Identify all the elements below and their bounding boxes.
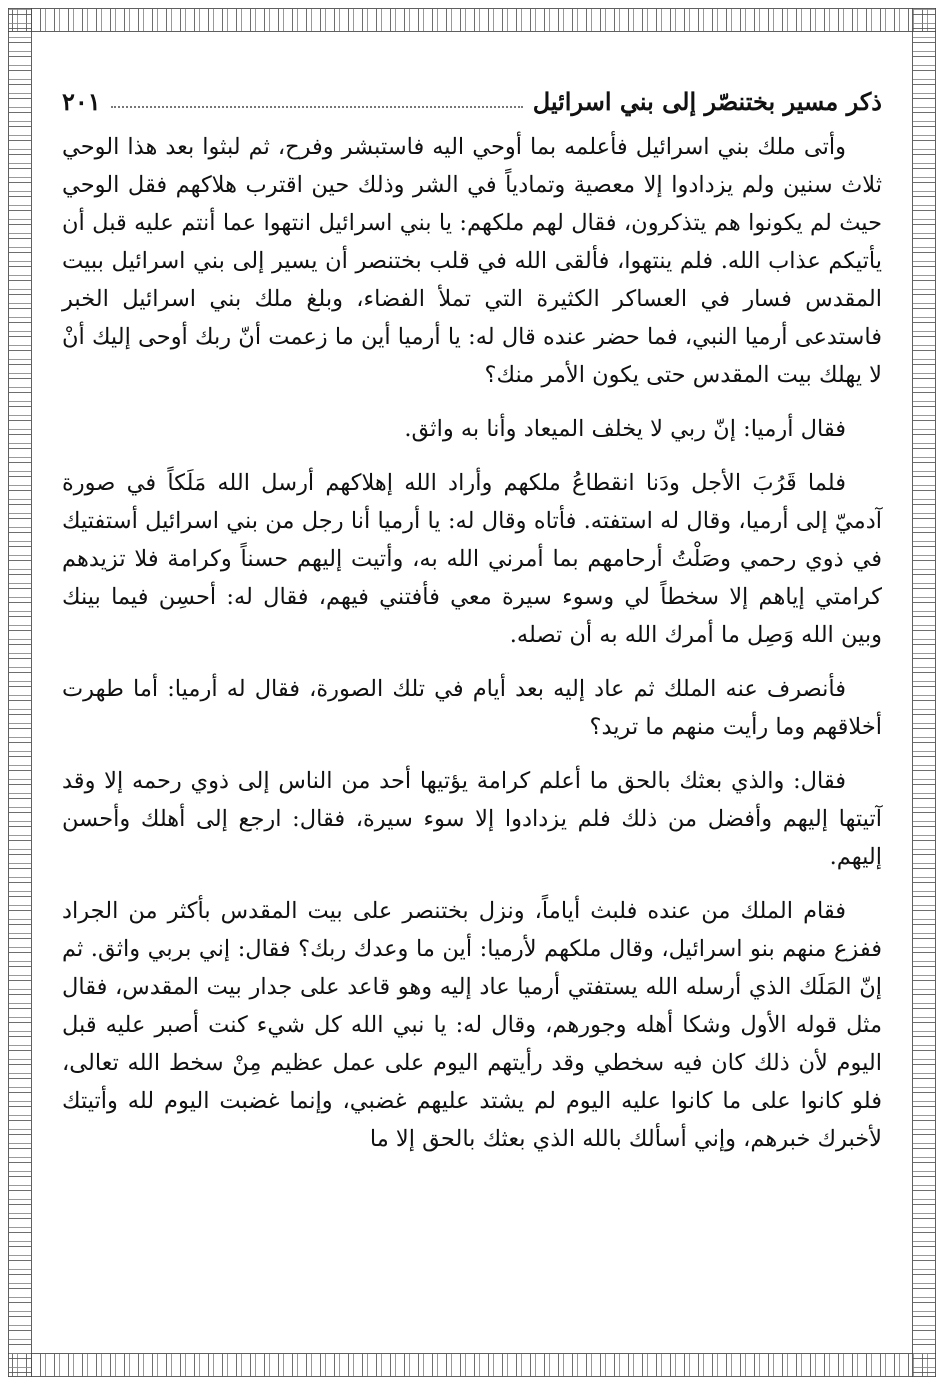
paragraph: وأتى ملك بني اسرائيل فأعلمه بما أوحي اليه فاستبشر وفرح، ثم لبثوا بعد هذا الوحي ثلاث سنين ولم يزدادوا إلا معصية وتمادياً في الشر وذلك حين اقترب هلاكهم فقل الوحي حيث لم يكونوا هم يتذكرون، فقال لهم ملكهم: يا بني اسرائيل انتهوا عما أنتم عليه قبل أن يأتيكم عذاب الله. فلم ينتهوا، فألقى الله في قلب بختنصر أن يسير إلى بني اسرائيل ببيت المقدس فسار في العساكر الكثيرة التي تملأ الفضاء، وبلغ ملك بني اسرائيل الخبر فاستدعى أرميا النبي، فما حضر عنده قال له: يا أرميا أين ما زعمت أنّ ربك أوحى إليك أنْ لا يهلك بيت المقدس حتى يكون الأمر منك؟	[62, 134, 882, 388]
running-title: ذكر مسير بختنصّر إلى بني اسرائيل	[532, 87, 882, 116]
ornamental-border-right	[912, 8, 936, 1377]
ornamental-border-top	[8, 8, 936, 32]
paragraph: فقال: والذي بعثك بالحق ما أعلم كرامة يؤتيها أحد من الناس إلى ذوي رحمه إلا وقد آتيتها إليهم وأفضل من ذلك فلم يزدادوا إلا سوء سيرة، فقال: ارجع إلى أهلك وأحسن إليهم.	[62, 768, 882, 870]
page-number: ٢٠١	[62, 87, 101, 116]
paragraph: فأنصرف عنه الملك ثم عاد إليه بعد أيام في تلك الصورة، فقال له أرميا: أما طهرت أخلاقهم وما رأيت منهم ما تريد؟	[62, 676, 882, 740]
paragraph: فقام الملك من عنده فلبث أياماً، ونزل بختنصر على بيت المقدس بأكثر من الجراد ففزع منهم بنو اسرائيل، وقال ملكهم لأرميا: أين ما وعدك ربك؟ فقال: إني بربي واثق. ثم إنّ المَلَك الذي أرسله الله يستفتي أرميا عاد إليه وهو قاعد على جدار بيت المقدس، فقال مثل قوله الأول وشكا أهله وجورهم، وقال له: يا نبي الله كل شيء كنت أصبر عليه قبل اليوم لأن ذلك كان فيه سخطي وقد رأيتهم اليوم على عمل عظيم مِنْ سخط الله تعالى، فلو كانوا على ما كانوا عليه اليوم لم يشتد عليهم غضبي، وإنما غضبت اليوم لله وأتيتك لأخبرك خبرهم، وإني أسألك بالله الذي بعثك بالحق إلا ما	[62, 898, 882, 1152]
page	[62, 72, 882, 1325]
body-text	[62, 128, 882, 1158]
paragraph: فلما قَرُبَ الأجل ودَنا انقطاعُ ملكهم وأراد الله إهلاكهم أرسل الله مَلَكاً في صورة آدميّ إلى أرميا، وقال له استفته. فأتاه وقال له: يا أرميا أنا رجل من بني اسرائيل أستفتيك في ذوي رحمي وصَلْتُ أرحامهم بما أمرني الله به، وأتيت إليهم حسناً وكرامة فلا تزيدهم كرامتي إياهم إلا سخطاً لي وسوء سيرة معي فأفتني فيهم، فقال له: أحسِن فيما بينك وبين الله وَصِل ما أمرك الله به أن تصله.	[62, 470, 882, 648]
ornamental-border-left	[8, 8, 32, 1377]
paragraph: فقال أرميا: إنّ ربي لا يخلف الميعاد وأنا به واثق.	[404, 416, 846, 442]
header-dotted-leader	[111, 106, 523, 108]
ornamental-border-bottom	[8, 1353, 936, 1377]
page-header	[62, 72, 882, 116]
